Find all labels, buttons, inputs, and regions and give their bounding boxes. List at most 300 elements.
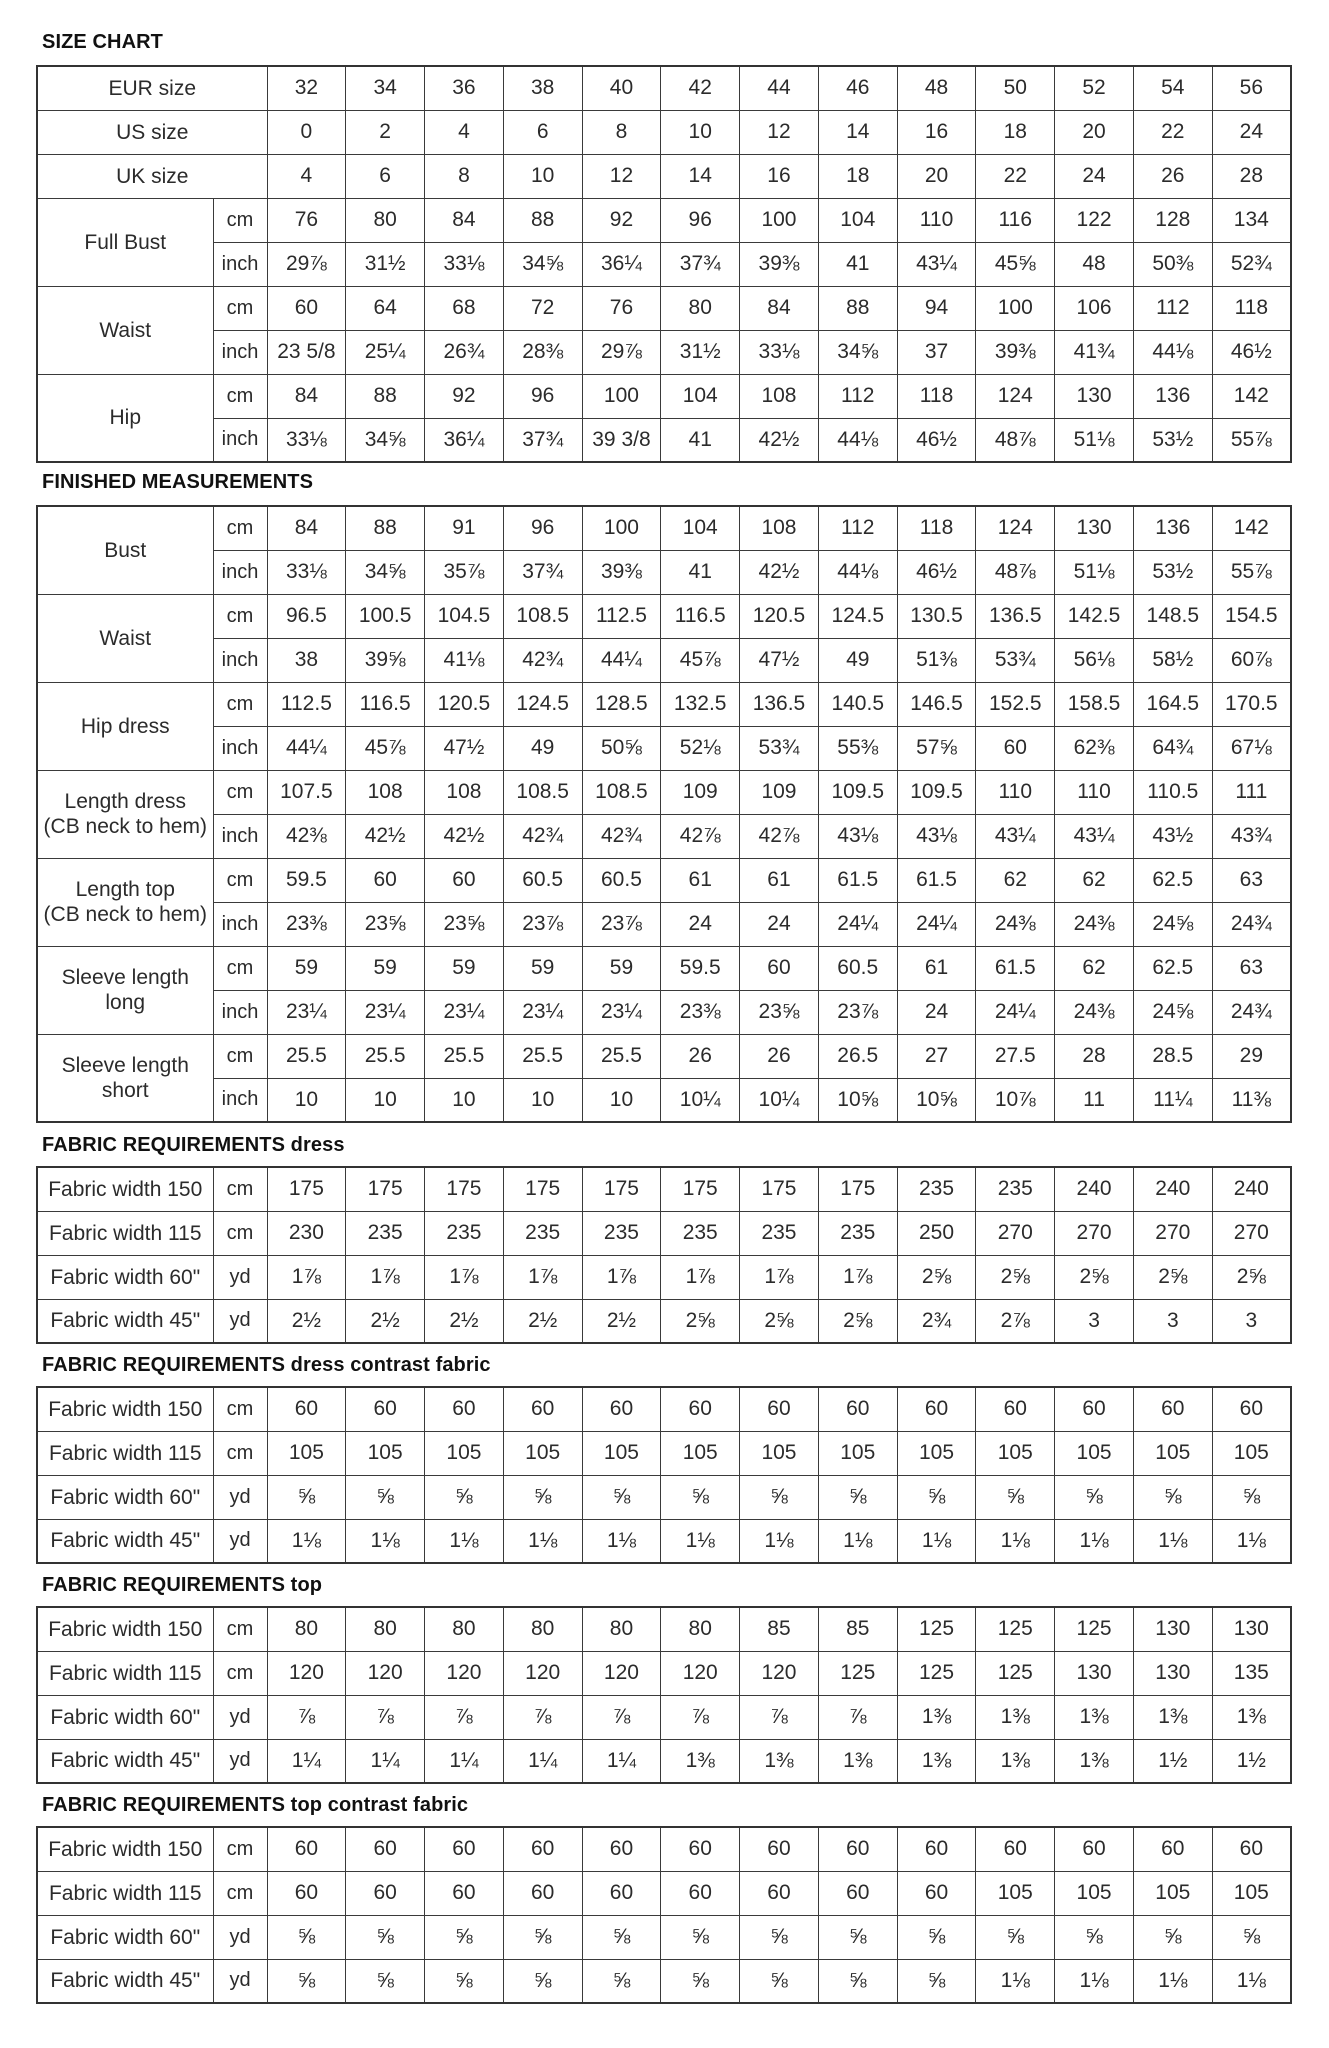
table-cell: 94 — [897, 286, 976, 330]
table-cell: 105 — [1055, 1871, 1134, 1915]
table-cell: 235 — [346, 1211, 425, 1255]
table-cell: 175 — [740, 1167, 819, 1211]
table-cell: 4 — [267, 154, 346, 198]
table-cell: 24 — [897, 990, 976, 1034]
fabric-width-label: Fabric width 60" — [37, 1475, 213, 1519]
table-cell: 108.5 — [582, 770, 661, 814]
table-row — [37, 946, 1291, 990]
fabric-width-label: Fabric width 115 — [37, 1871, 213, 1915]
table-cell: 3 — [1055, 1299, 1134, 1343]
table-cell: 105 — [346, 1431, 425, 1475]
table-cell: 63 — [1212, 858, 1291, 902]
table-cell: 105 — [976, 1871, 1055, 1915]
table-cell: 47½ — [425, 726, 504, 770]
table-row — [37, 1167, 1291, 1211]
table-cell: 112 — [818, 506, 897, 550]
table-cell: 60 — [267, 1827, 346, 1871]
section-title: FABRIC REQUIREMENTS dress — [42, 1134, 345, 1156]
table-cell: 38 — [503, 66, 582, 110]
table-cell: 125 — [976, 1651, 1055, 1695]
table-cell: 105 — [1133, 1431, 1212, 1475]
table-cell: 32 — [267, 66, 346, 110]
table-cell: 53½ — [1133, 418, 1212, 462]
table-cell: 47½ — [740, 638, 819, 682]
table-cell: 128.5 — [582, 682, 661, 726]
table-cell: 18 — [976, 110, 1055, 154]
table-cell: 52 — [1055, 66, 1134, 110]
unit-cell: cm — [213, 1827, 267, 1871]
table-cell: 59 — [582, 946, 661, 990]
table-cell: 2½ — [582, 1299, 661, 1343]
table-cell: 62 — [976, 858, 1055, 902]
table-cell: 104 — [661, 506, 740, 550]
table-cell: 104 — [818, 198, 897, 242]
table-cell: 170.5 — [1212, 682, 1291, 726]
fabric-width-label: Fabric width 150 — [37, 1607, 213, 1651]
measurement-label-line: Length top — [75, 878, 175, 901]
table-cell: 85 — [818, 1607, 897, 1651]
table-cell: 8 — [425, 154, 504, 198]
table-cell: 25.5 — [425, 1034, 504, 1078]
table-cell: 42⅜ — [267, 814, 346, 858]
table-cell: 1⅞ — [267, 1255, 346, 1299]
table-cell: ⅝ — [1212, 1475, 1291, 1519]
table-cell: 60 — [661, 1387, 740, 1431]
table-cell: 44⅛ — [818, 418, 897, 462]
table-cell: ⅝ — [1133, 1915, 1212, 1959]
table-cell: 43¼ — [976, 814, 1055, 858]
table-cell: 44⅛ — [1133, 330, 1212, 374]
table-row — [37, 154, 1291, 198]
table-cell: 64 — [346, 286, 425, 330]
fabric-width-label: Fabric width 45" — [37, 1299, 213, 1343]
table-cell: 34⅝ — [346, 550, 425, 594]
table-cell: 2⅞ — [976, 1299, 1055, 1343]
unit-cell: cm — [213, 1387, 267, 1431]
table-cell: 60 — [740, 1387, 819, 1431]
table-cell: 1⅛ — [1212, 1519, 1291, 1563]
table-cell: 56⅛ — [1055, 638, 1134, 682]
table-cell: 18 — [818, 154, 897, 198]
table-cell: 36 — [425, 66, 504, 110]
table-cell: 105 — [1212, 1431, 1291, 1475]
table-cell: 1⅛ — [346, 1519, 425, 1563]
section-title: FINISHED MEASUREMENTS — [42, 471, 314, 493]
table-cell: 41 — [661, 418, 740, 462]
table-row — [37, 198, 1291, 242]
table-cell: 23⅝ — [346, 902, 425, 946]
unit-cell: yd — [213, 1255, 267, 1299]
table-cell: 31½ — [661, 330, 740, 374]
table-row — [37, 1078, 1291, 1122]
table-cell: ⅝ — [818, 1475, 897, 1519]
table-cell: 59 — [503, 946, 582, 990]
table-row — [37, 242, 1291, 286]
table-cell: 24⅜ — [1055, 902, 1134, 946]
table-cell: 105 — [976, 1431, 1055, 1475]
table-cell: 59 — [267, 946, 346, 990]
unit-cell: cm — [213, 1167, 267, 1211]
table-cell: 20 — [897, 154, 976, 198]
table-cell: 61.5 — [976, 946, 1055, 990]
table-cell: 96 — [503, 506, 582, 550]
table-cell: 23¼ — [267, 990, 346, 1034]
table-cell: 60 — [346, 1387, 425, 1431]
table-cell: 4 — [425, 110, 504, 154]
table-row — [37, 682, 1291, 726]
table-cell: 37¾ — [661, 242, 740, 286]
table-cell: 164.5 — [1133, 682, 1212, 726]
table-cell: 25.5 — [582, 1034, 661, 1078]
fabric-width-label: Fabric width 150 — [37, 1827, 213, 1871]
table-row — [37, 1211, 1291, 1255]
table-cell: 104.5 — [425, 594, 504, 638]
unit-cell: inch — [213, 550, 267, 594]
table-cell: 235 — [661, 1211, 740, 1255]
table-cell: 60 — [897, 1871, 976, 1915]
table-cell: 136.5 — [740, 682, 819, 726]
table-cell: 23⅜ — [267, 902, 346, 946]
unit-cell: inch — [213, 330, 267, 374]
measurement-label — [37, 1034, 213, 1122]
table-cell: ⅝ — [346, 1959, 425, 2003]
table-cell: 1½ — [1212, 1739, 1291, 1783]
unit-cell: cm — [213, 506, 267, 550]
table-cell: 60 — [1055, 1827, 1134, 1871]
table-cell: 16 — [897, 110, 976, 154]
table-cell: 104 — [661, 374, 740, 418]
table-cell: 29⅞ — [267, 242, 346, 286]
table-cell: 24¼ — [818, 902, 897, 946]
table-cell: 105 — [503, 1431, 582, 1475]
table-cell: 111 — [1212, 770, 1291, 814]
table-cell: 23¼ — [425, 990, 504, 1034]
table-cell: 26 — [661, 1034, 740, 1078]
table-cell: 240 — [1212, 1167, 1291, 1211]
table-cell: ⅝ — [897, 1475, 976, 1519]
table-cell: 23¼ — [346, 990, 425, 1034]
table-cell: ⅝ — [1212, 1915, 1291, 1959]
table-cell: 44¼ — [582, 638, 661, 682]
table-cell: ⅝ — [582, 1915, 661, 1959]
table-cell: 34⅝ — [818, 330, 897, 374]
table-cell: 60 — [1055, 1387, 1134, 1431]
table-cell: 26¾ — [425, 330, 504, 374]
table-cell: ⅝ — [661, 1475, 740, 1519]
unit-cell: cm — [213, 1431, 267, 1475]
table-cell: 60.5 — [503, 858, 582, 902]
table-cell: 60.5 — [582, 858, 661, 902]
table-cell: ⅞ — [582, 1695, 661, 1739]
unit-cell: cm — [213, 198, 267, 242]
table-cell: 1⅞ — [818, 1255, 897, 1299]
table-row — [37, 770, 1291, 814]
table-cell: 1⅞ — [661, 1255, 740, 1299]
table-cell: 60 — [267, 286, 346, 330]
measurement-table — [36, 1166, 1292, 1344]
table-cell: 130 — [1212, 1607, 1291, 1651]
table-cell: 24⅜ — [1055, 990, 1134, 1034]
table-cell: 48⅞ — [976, 550, 1055, 594]
table-cell: 2⅝ — [897, 1255, 976, 1299]
table-cell: 124 — [976, 506, 1055, 550]
table-cell: 24 — [1055, 154, 1134, 198]
table-cell: 11¼ — [1133, 1078, 1212, 1122]
table-cell: 50⅜ — [1133, 242, 1212, 286]
table-cell: 60⅞ — [1212, 638, 1291, 682]
measurement-table — [36, 505, 1292, 1123]
table-cell: 80 — [267, 1607, 346, 1651]
table-cell: ⅝ — [897, 1915, 976, 1959]
table-cell: 120 — [425, 1651, 504, 1695]
table-cell: ⅝ — [818, 1959, 897, 2003]
table-cell: 154.5 — [1212, 594, 1291, 638]
table-cell: 60 — [346, 858, 425, 902]
table-cell: ⅝ — [740, 1915, 819, 1959]
measurement-label-line: Length dress — [64, 790, 186, 813]
table-cell: 62.5 — [1133, 946, 1212, 990]
fabric-width-label: Fabric width 45" — [37, 1739, 213, 1783]
unit-cell: cm — [213, 1651, 267, 1695]
table-cell: 109 — [740, 770, 819, 814]
table-cell: 44¼ — [267, 726, 346, 770]
table-cell: 64¾ — [1133, 726, 1212, 770]
table-cell: 235 — [582, 1211, 661, 1255]
table-cell: 55⅞ — [1212, 418, 1291, 462]
table-row — [37, 1299, 1291, 1343]
table-cell: 80 — [661, 286, 740, 330]
table-cell: 10⅝ — [897, 1078, 976, 1122]
table-cell: 60 — [582, 1827, 661, 1871]
table-cell: 120 — [267, 1651, 346, 1695]
table-cell: 175 — [267, 1167, 346, 1211]
table-cell: 60 — [976, 726, 1055, 770]
table-cell: 116 — [976, 198, 1055, 242]
measurement-label-line: Sleeve length — [61, 966, 189, 989]
fabric-width-label: Fabric width 115 — [37, 1651, 213, 1695]
table-cell: 1⅛ — [1133, 1959, 1212, 2003]
table-cell: 105 — [1133, 1871, 1212, 1915]
unit-cell: yd — [213, 1739, 267, 1783]
measurement-label-line: Hip — [109, 406, 141, 430]
table-cell: 25.5 — [503, 1034, 582, 1078]
unit-cell: cm — [213, 286, 267, 330]
table-cell: 10¼ — [740, 1078, 819, 1122]
table-cell: 60 — [267, 1387, 346, 1431]
table-cell: 24¼ — [897, 902, 976, 946]
table-cell: 88 — [503, 198, 582, 242]
table-row — [37, 1519, 1291, 1563]
table-cell: 1⅛ — [1055, 1959, 1134, 2003]
section-title: FABRIC REQUIREMENTS top contrast fabric — [42, 1794, 469, 1816]
table-row — [37, 1607, 1291, 1651]
table-cell: 37¾ — [503, 418, 582, 462]
table-cell: 28⅜ — [503, 330, 582, 374]
table-cell: 1⅜ — [976, 1739, 1055, 1783]
table-row — [37, 374, 1291, 418]
table-cell: 146.5 — [897, 682, 976, 726]
row-label: EUR size — [37, 66, 267, 110]
table-cell: 39⅜ — [976, 330, 1055, 374]
table-cell: 235 — [425, 1211, 504, 1255]
table-row — [37, 66, 1291, 110]
table-cell: 84 — [425, 198, 504, 242]
measurement-label — [37, 506, 213, 594]
table-cell: 235 — [897, 1167, 976, 1211]
fabric-width-label: Fabric width 45" — [37, 1959, 213, 2003]
table-cell: ⅝ — [818, 1915, 897, 1959]
table-cell: 2½ — [503, 1299, 582, 1343]
table-cell: 88 — [818, 286, 897, 330]
unit-cell: cm — [213, 594, 267, 638]
table-cell: 6 — [346, 154, 425, 198]
measurement-label-line: Waist — [99, 318, 152, 342]
table-cell: 42¾ — [503, 638, 582, 682]
table-cell: 235 — [503, 1211, 582, 1255]
table-cell: 39⅝ — [346, 638, 425, 682]
table-cell: 109 — [661, 770, 740, 814]
table-cell: 84 — [267, 506, 346, 550]
measurement-table — [36, 1606, 1292, 1784]
table-cell: 120.5 — [740, 594, 819, 638]
unit-cell: cm — [213, 1871, 267, 1915]
table-cell: 33⅛ — [267, 550, 346, 594]
table-cell: 45⅞ — [661, 638, 740, 682]
table-cell: 96 — [503, 374, 582, 418]
table-cell: 10 — [425, 1078, 504, 1122]
table-row — [37, 1695, 1291, 1739]
table-cell: 24 — [1212, 110, 1291, 154]
table-row — [37, 418, 1291, 462]
table-cell: 92 — [425, 374, 504, 418]
table-cell: 175 — [503, 1167, 582, 1211]
table-cell: 270 — [1212, 1211, 1291, 1255]
table-cell: 59.5 — [661, 946, 740, 990]
table-cell: 23¼ — [582, 990, 661, 1034]
table-cell: 2½ — [425, 1299, 504, 1343]
table-cell: 270 — [976, 1211, 1055, 1255]
table-cell: ⅝ — [503, 1475, 582, 1519]
unit-cell: inch — [213, 638, 267, 682]
table-cell: 34⅝ — [503, 242, 582, 286]
table-cell: 112.5 — [582, 594, 661, 638]
unit-cell: cm — [213, 682, 267, 726]
table-cell: 60 — [267, 1871, 346, 1915]
table-cell: 1⅛ — [582, 1519, 661, 1563]
table-cell: 41¾ — [1055, 330, 1134, 374]
table-cell: 108 — [740, 506, 819, 550]
measurement-label — [37, 946, 213, 1034]
table-cell: 60 — [976, 1827, 1055, 1871]
table-cell: 118 — [897, 506, 976, 550]
table-cell: 10⅞ — [976, 1078, 1055, 1122]
table-cell: 60 — [425, 858, 504, 902]
table-cell: 23⅞ — [582, 902, 661, 946]
table-cell: 28.5 — [1133, 1034, 1212, 1078]
measurement-label-line: Sleeve length — [61, 1053, 189, 1077]
table-cell: 175 — [582, 1167, 661, 1211]
table-cell: 44⅛ — [818, 550, 897, 594]
measurement-table — [36, 1386, 1292, 1564]
table-cell: 60 — [740, 1827, 819, 1871]
table-cell: 39⅜ — [582, 550, 661, 594]
table-cell: 136 — [1133, 506, 1212, 550]
table-cell: 51⅜ — [897, 638, 976, 682]
table-cell: 120 — [346, 1651, 425, 1695]
table-cell: ⅝ — [1055, 1475, 1134, 1519]
table-cell: 36¼ — [582, 242, 661, 286]
table-cell: 128 — [1133, 198, 1212, 242]
table-cell: 46 — [818, 66, 897, 110]
table-cell: 91 — [425, 506, 504, 550]
table-cell: 60 — [425, 1387, 504, 1431]
table-cell: 105 — [897, 1431, 976, 1475]
table-cell: ⅞ — [818, 1695, 897, 1739]
table-cell: 60 — [503, 1871, 582, 1915]
table-cell: 10 — [661, 110, 740, 154]
table-row — [37, 1959, 1291, 2003]
table-cell: 1⅞ — [346, 1255, 425, 1299]
table-cell: ⅝ — [661, 1959, 740, 2003]
table-cell: 80 — [582, 1607, 661, 1651]
table-cell: 23⅝ — [425, 902, 504, 946]
unit-cell: cm — [213, 770, 267, 814]
table-cell: 2⅝ — [740, 1299, 819, 1343]
table-row — [37, 638, 1291, 682]
table-cell: ⅝ — [582, 1959, 661, 2003]
table-cell: 92 — [582, 198, 661, 242]
table-cell: ⅝ — [976, 1475, 1055, 1519]
table-cell: 23⅞ — [503, 902, 582, 946]
table-cell: 96.5 — [267, 594, 346, 638]
table-cell: 24⅜ — [976, 902, 1055, 946]
table-cell: 110 — [1055, 770, 1134, 814]
table-cell: 53¾ — [740, 726, 819, 770]
table-cell: 2½ — [267, 1299, 346, 1343]
table-cell: 76 — [267, 198, 346, 242]
table-cell: 80 — [503, 1607, 582, 1651]
table-cell: 1⅛ — [1133, 1519, 1212, 1563]
table-cell: 240 — [1133, 1167, 1212, 1211]
measurement-label-line: long — [105, 991, 146, 1014]
table-cell: 25¼ — [346, 330, 425, 374]
table-cell: 124.5 — [818, 594, 897, 638]
table-cell: ⅞ — [267, 1695, 346, 1739]
table-cell: 270 — [1055, 1211, 1134, 1255]
table-cell: 60 — [346, 1871, 425, 1915]
table-row — [37, 1827, 1291, 1871]
row-label: US size — [37, 110, 267, 154]
table-cell: 100 — [582, 506, 661, 550]
table-cell: 105 — [425, 1431, 504, 1475]
measurement-label-line: Full Bust — [84, 230, 167, 254]
table-cell: 140.5 — [818, 682, 897, 726]
table-cell: 22 — [1133, 110, 1212, 154]
table-cell: 3 — [1133, 1299, 1212, 1343]
fabric-width-label: Fabric width 150 — [37, 1387, 213, 1431]
table-cell: 2 — [346, 110, 425, 154]
row-label: UK size — [37, 154, 267, 198]
unit-cell: yd — [213, 1695, 267, 1739]
table-cell: 120 — [740, 1651, 819, 1695]
table-cell: 11⅜ — [1212, 1078, 1291, 1122]
table-cell: 46½ — [897, 550, 976, 594]
table-cell: 108 — [740, 374, 819, 418]
table-cell: 60 — [818, 1827, 897, 1871]
table-cell: 43⅛ — [897, 814, 976, 858]
fabric-width-label: Fabric width 115 — [37, 1431, 213, 1475]
table-cell: 42½ — [740, 418, 819, 462]
